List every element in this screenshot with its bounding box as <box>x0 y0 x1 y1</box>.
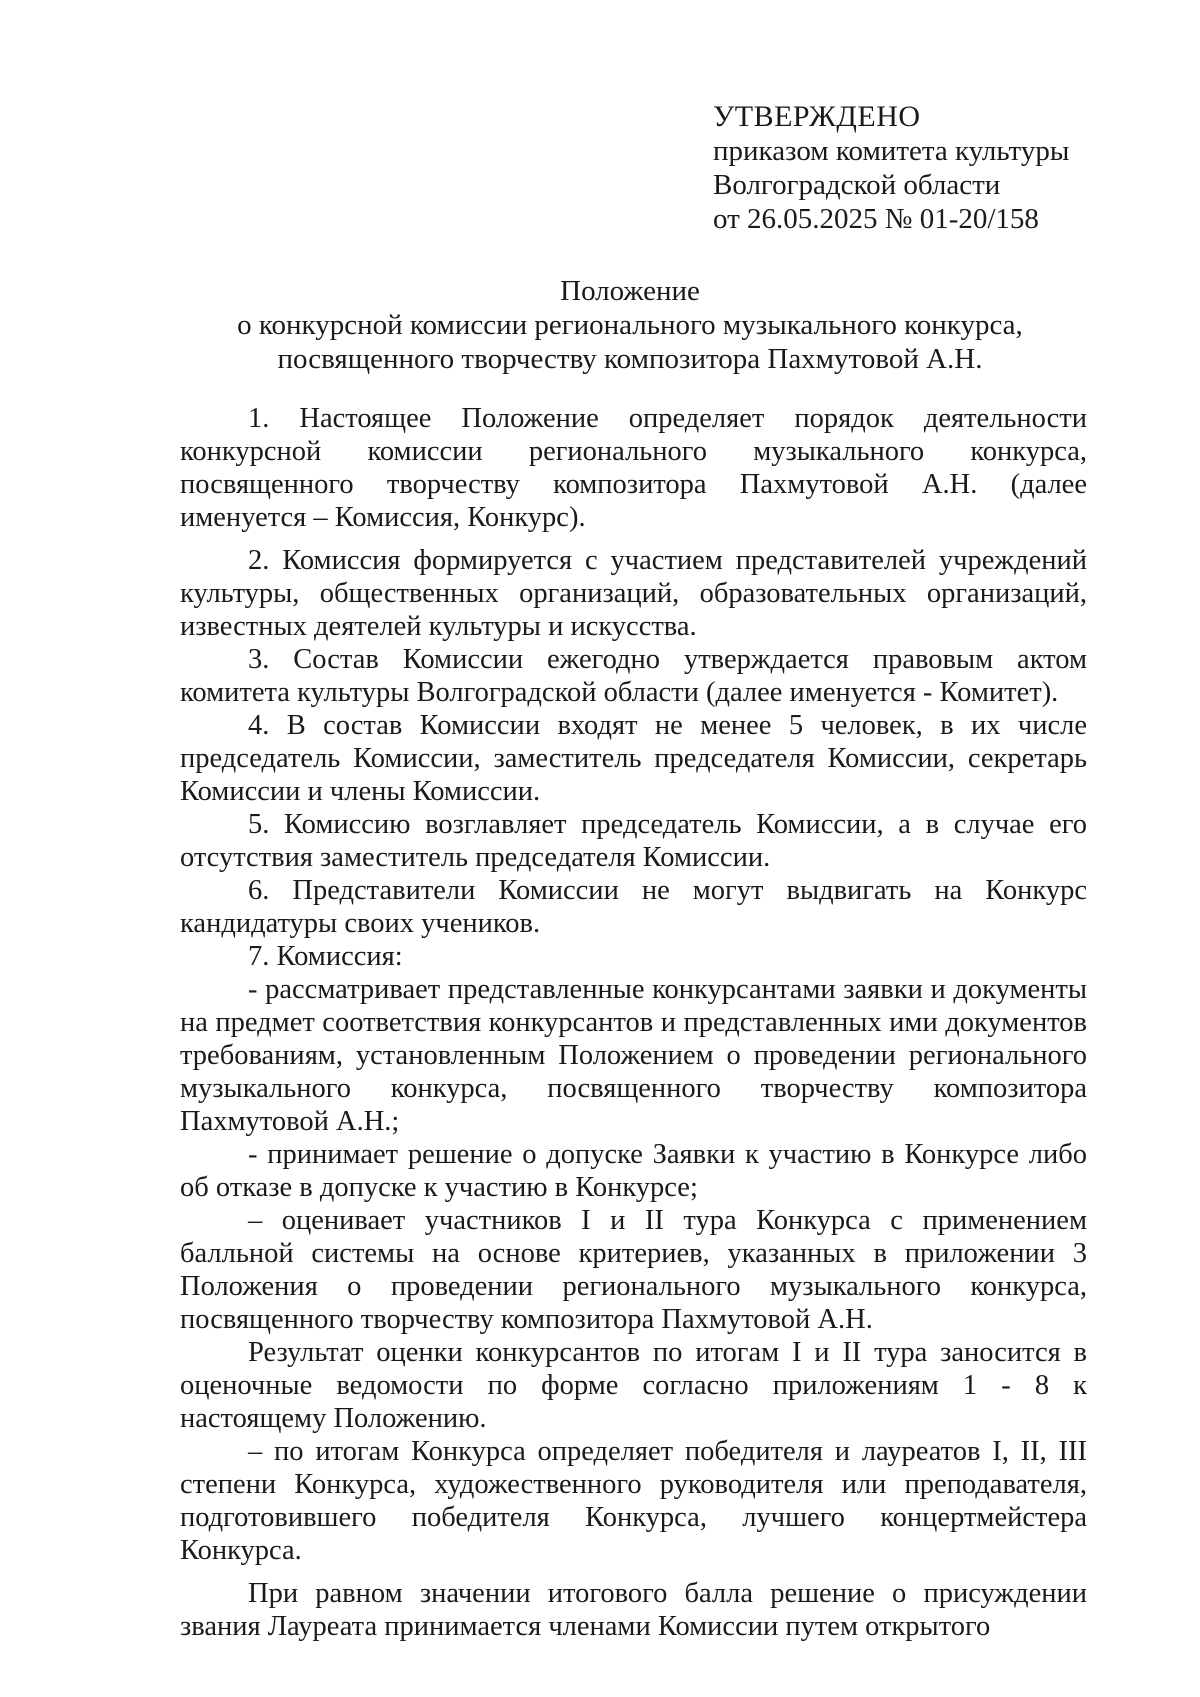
document-body <box>180 402 1087 1643</box>
approval-line: приказом комитета культуры <box>713 135 1070 167</box>
paragraph-5: 5. Комиссию возглавляет председатель Комиссии, а в случае его отсутствия заместитель председателя Комиссии. <box>180 809 1087 873</box>
paragraph-3: 3. Состав Комиссии ежегодно утверждается правовым актом комитета культуры Волгоградской области (далее именуется - Комитет). <box>180 644 1087 708</box>
list-item: – оценивает участников I и II тура Конкурса с применением балльной системы на основе критериев, указанных в приложении 3 Положения о проведении регионального музыкального конкурса, посвященного творчеству композитора Пахмутовой А.Н. <box>180 1205 1087 1335</box>
document-subtitle: о конкурсной комиссии регионального музыкального конкурса, <box>237 309 1023 341</box>
paragraph-results: Результат оценки конкурсантов по итогам I и II тура заносится в оценочные ведомости по форме согласно приложениям 1 - 8 к настоящему Положению. <box>180 1337 1087 1434</box>
document-heading <box>180 274 1080 376</box>
list-item: - рассматривает представленные конкурсантами заявки и документы на предмет соответствия конкурсантов и представленных ими документов требованиям, установленным Положением о проведении регионального музыкального конкурса, посвященного творчеству композитора Пахмутовой А.Н.; <box>180 974 1087 1137</box>
approval-line: Волгоградской области <box>713 169 1001 201</box>
paragraph-tie-rule: При равном значении итогового балла решение о присуждении звания Лауреата принимается членами Комиссии путем открытого <box>180 1578 1087 1642</box>
paragraph-1: 1. Настоящее Положение определяет порядок деятельности конкурсной комиссии регионального музыкального конкурса, посвященного творчеству композитора Пахмутовой А.Н. (далее именуется – Комиссия, Конкурс). <box>180 403 1087 533</box>
paragraph-2: 2. Комиссия формируется с участием представителей учреждений культуры, общественных организаций, образовательных организаций, известных деятелей культуры и искусства. <box>180 545 1087 642</box>
paragraph-6: 6. Представители Комиссии не могут выдвигать на Конкурс кандидатуры своих учеников. <box>180 875 1087 939</box>
list-item: – по итогам Конкурса определяет победителя и лауреатов I, II, III степени Конкурса, художественного руководителя или преподавателя, подготовившего победителя Конкурса, лучшего концертмейстера Конкурса. <box>180 1436 1087 1566</box>
approval-block <box>713 100 1153 236</box>
document-subtitle: посвященного творчеству композитора Пахмутовой А.Н. <box>277 343 983 375</box>
approval-title: УТВЕРЖДЕНО <box>713 100 921 133</box>
list-item: - принимает решение о допуске Заявки к участию в Конкурсе либо об отказе в допуске к участию в Конкурсе; <box>180 1139 1087 1203</box>
paragraph-4: 4. В состав Комиссии входят не менее 5 человек, в их числе председатель Комиссии, заместитель председателя Комиссии, секретарь Комиссии и члены Комиссии. <box>180 710 1087 807</box>
document-title: Положение <box>560 275 700 307</box>
paragraph-7: 7. Комиссия: <box>248 941 403 972</box>
approval-order-number: от 26.05.2025 № 01-20/158 <box>713 203 1039 235</box>
